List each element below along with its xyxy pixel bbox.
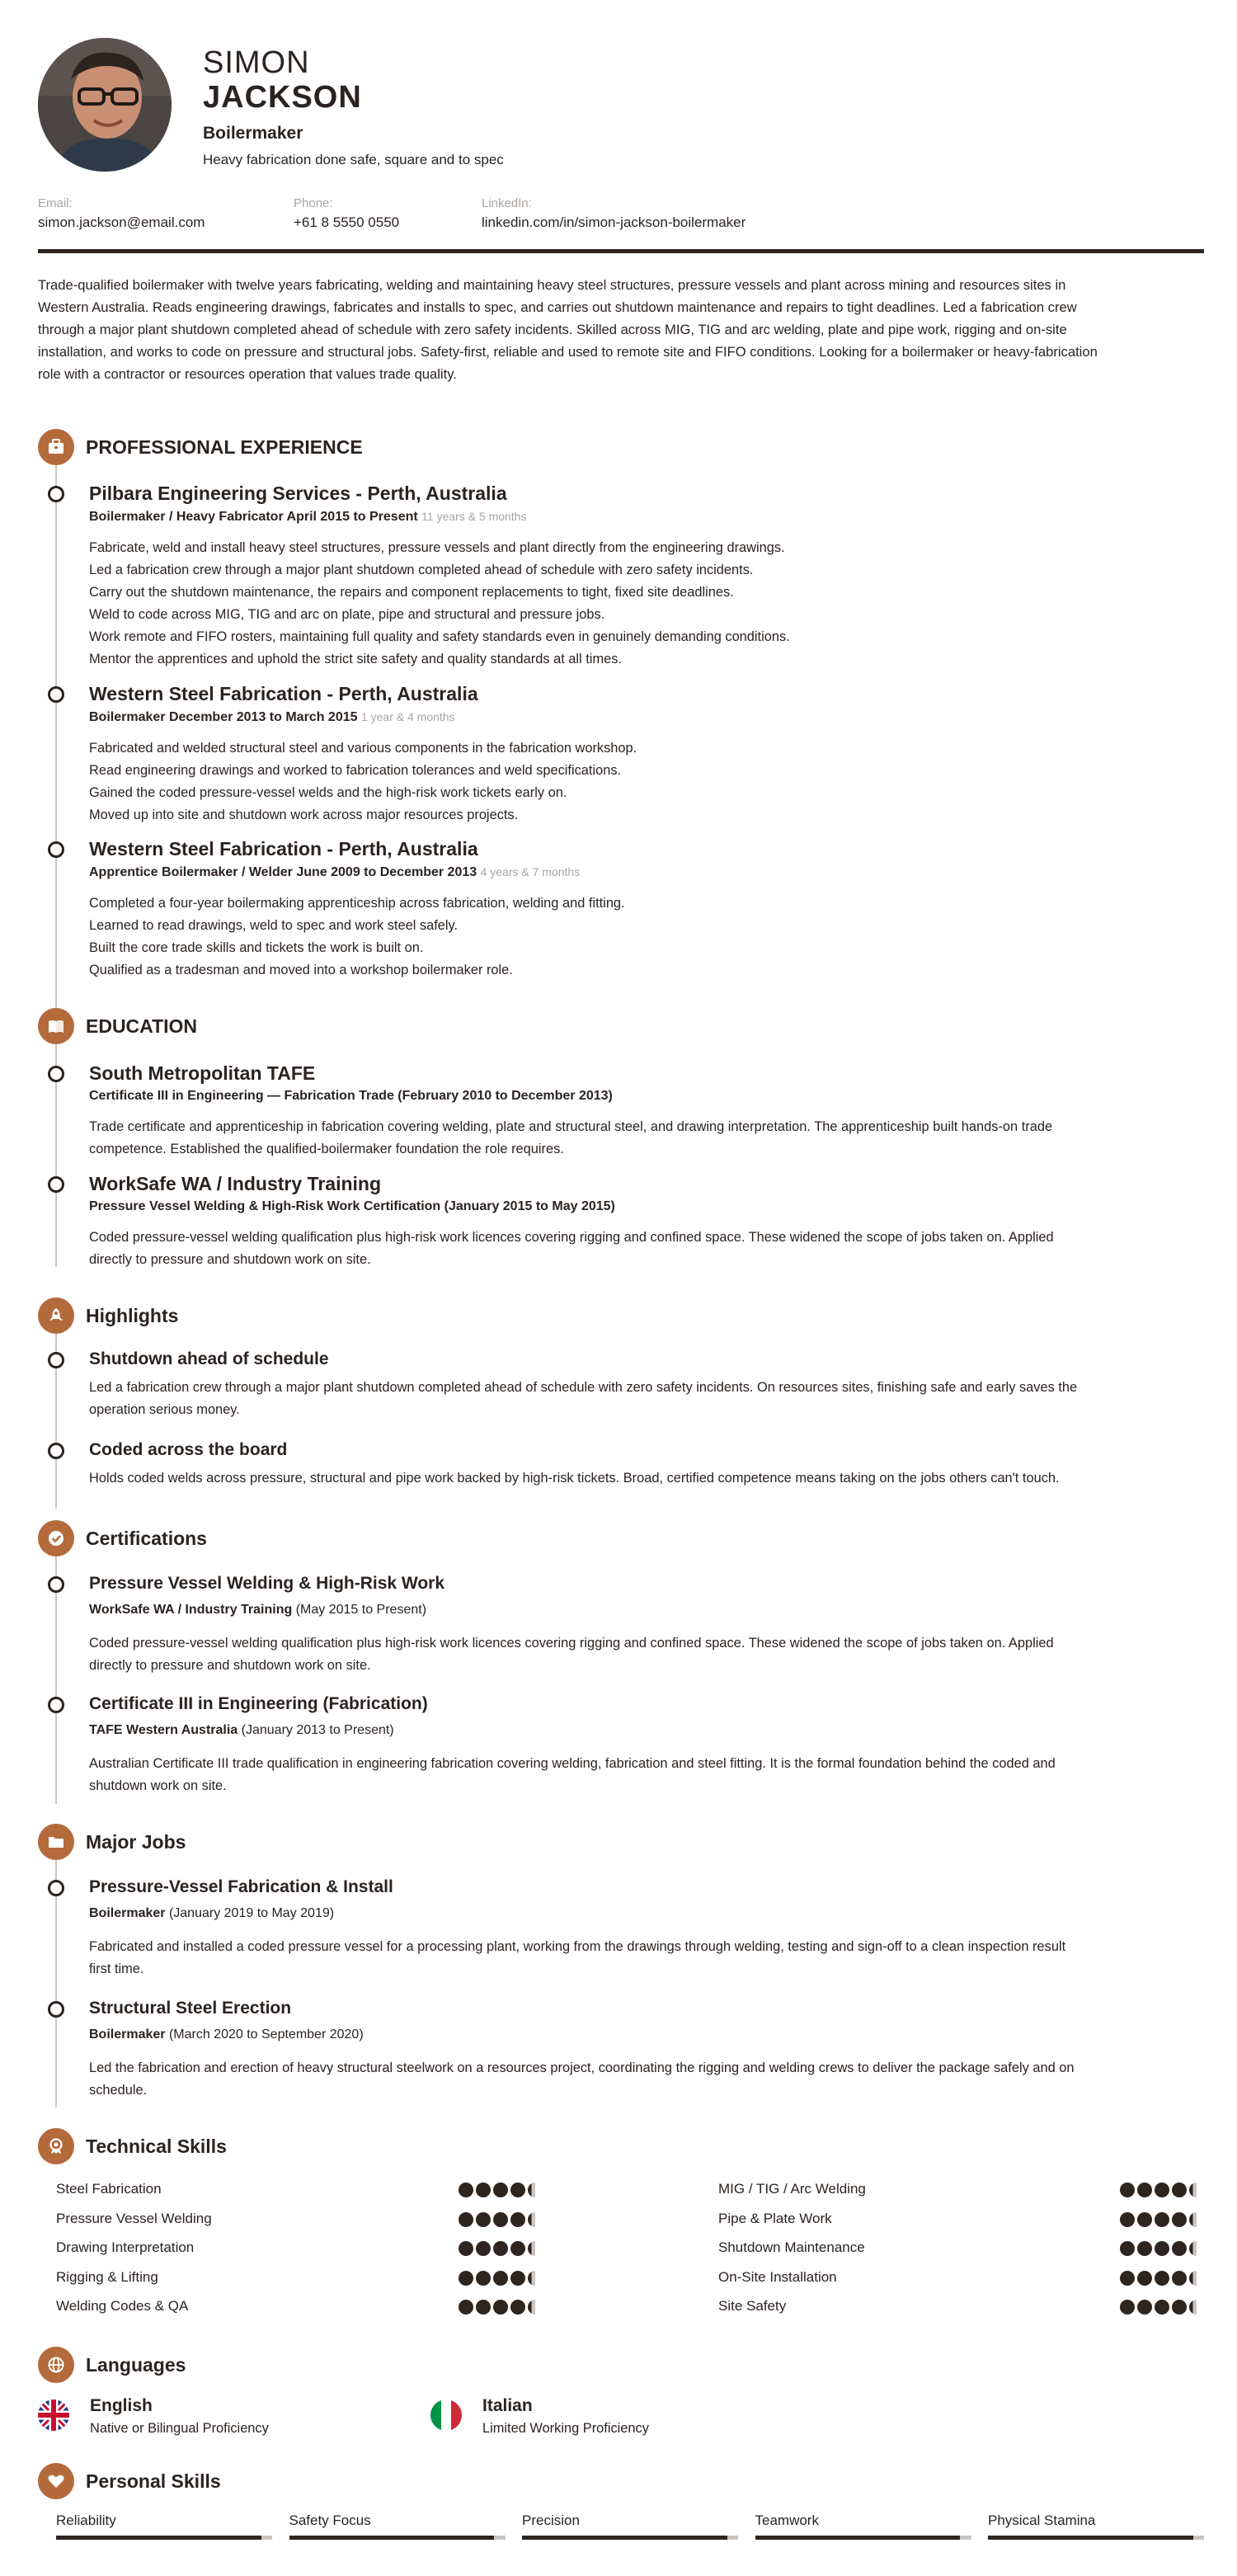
skill-name: Rigging & Lifting: [56, 2268, 158, 2285]
rating-dot: [528, 2271, 535, 2286]
job-dates: (March 2020 to September 2020): [168, 2027, 364, 2041]
rating-dot: [1137, 2271, 1152, 2286]
certification-title: Certificate III in Engineering (Fabrication): [89, 1694, 428, 1713]
personal-skill-name: Reliability: [56, 2512, 116, 2528]
role-name: Boilermaker: [89, 1906, 166, 1920]
rating-dot: [459, 2241, 473, 2256]
highlights-section: [38, 1297, 1204, 1486]
issuer-name: TAFE Western Australia: [89, 1723, 238, 1737]
role-dates-text: Apprentice Boilermaker / Welder June 2009 to December 2013: [89, 865, 477, 879]
personal-skill-name: Teamwork: [755, 2512, 819, 2528]
timeline-dot: [48, 1352, 64, 1368]
personal-skill-fill: [56, 2536, 261, 2540]
email-value[interactable]: simon.jackson@email.com: [38, 214, 205, 230]
job-title: Boilermaker: [203, 124, 303, 143]
header-divider: [38, 249, 1204, 253]
bullet: Read engineering drawings and worked to fabrication tolerances and weld specifications.: [89, 763, 622, 778]
bullet: Learned to read drawings, weld to spec and work steel safely.: [89, 918, 459, 933]
bullet: Fabricated and welded structural steel and various components in the fabrication workshop.: [89, 741, 637, 756]
email-contact: [38, 196, 205, 231]
bullet: Work remote and FIFO rosters, maintaining full quality and safety standards even in genuinely demanding conditions.: [89, 629, 790, 644]
certification-title: Pressure Vessel Welding & High-Risk Work: [89, 1574, 445, 1593]
entry-bullets: [89, 737, 1204, 826]
bullet: Carry out the shutdown maintenance, the repairs and component replacements to tight, fixed site deadlines.: [89, 585, 734, 600]
bullet: Moved up into site and shutdown work across major resources projects.: [89, 808, 519, 822]
first-name: SIMON: [203, 45, 310, 80]
contact-bar: [38, 196, 1204, 238]
description-line: operation serious money.: [89, 1402, 240, 1417]
description-line: directly to pressure and shutdown work on site.: [89, 1658, 371, 1673]
timeline-dot: [48, 1697, 64, 1713]
entry-bullets: [89, 892, 1204, 982]
timeline-dot: [48, 686, 64, 703]
role-dates: [89, 710, 455, 725]
company-name: Pilbara Engineering Services - Perth, Australia: [89, 483, 507, 504]
language-level: Native or Bilingual Proficiency: [90, 2421, 269, 2436]
timeline-dot: [48, 1066, 64, 1082]
bullet: Gained the coded pressure-vessel welds and the high-risk work tickets early on.: [89, 785, 567, 800]
description-line: Holds coded welds across pressure, structural and pipe work backed by high-risk tickets. Broad, certified competence means taking on the jobs others can't touch.: [89, 1471, 1060, 1486]
language-level: Limited Working Proficiency: [482, 2421, 649, 2436]
description-line: Coded pressure-vessel welding qualification plus high-risk work licences covering rigging and confined space. These widened the scope of jobs taken on. Applied: [89, 1636, 1054, 1651]
job-role: [89, 1906, 334, 1921]
rating-dot: [493, 2300, 508, 2315]
rating-dot: [528, 2183, 535, 2197]
job-title: Pressure-Vessel Fabrication & Install: [89, 1877, 393, 1896]
timeline-dot: [48, 1576, 64, 1593]
certification-issuer: [89, 1603, 426, 1618]
rating-dot: [510, 2271, 525, 2286]
description-line: competence. Established the qualified-boilermaker foundation the role requires.: [89, 1142, 564, 1156]
role-name: Boilermaker: [89, 2027, 166, 2041]
skill-name: Shutdown Maintenance: [718, 2239, 865, 2255]
description-line: Trade certificate and apprenticeship in fabrication covering welding, plate and structural steel, and drawing interpretation. The apprenticeship built hands-on trade: [89, 1119, 1053, 1134]
experience-section: [38, 429, 1204, 977]
personal-skill-bar: [56, 2536, 272, 2540]
bullet: Mentor the apprentices and uphold the strict site safety and quality standards at all times.: [89, 652, 622, 666]
certifications-heading: Certifications: [86, 1528, 207, 1549]
rating-dot: [1172, 2271, 1187, 2286]
rating-dot: [528, 2212, 535, 2227]
major-jobs-section: [38, 1824, 1204, 2098]
description-line: Led a fabrication crew through a major plant shutdown completed ahead of schedule with zero safety incidents. On resources sites, finishing safe and early saves the: [89, 1380, 1078, 1395]
rating-dot: [476, 2241, 491, 2256]
certification-description: [89, 1632, 1204, 1677]
certification-issuer: [89, 1723, 394, 1738]
rating-dot: [476, 2183, 491, 2197]
briefcase-icon: [38, 429, 74, 465]
job-title: Structural Steel Erection: [89, 1999, 292, 2018]
personal-skill: [522, 2512, 580, 2529]
bullet: Weld to code across MIG, TIG and arc on plate, pipe and structural and pressure jobs.: [89, 607, 605, 622]
rating-dot: [1172, 2212, 1187, 2227]
personal-skill-fill: [522, 2536, 727, 2540]
linkedin-contact: [482, 196, 745, 231]
duration: 4 years & 7 months: [480, 865, 581, 878]
profile-photo: [38, 38, 172, 172]
description-line: schedule.: [89, 2083, 148, 2098]
resume-page: [38, 0, 1204, 2528]
role-dates: [89, 865, 580, 880]
rating-dot: [510, 2183, 525, 2197]
certification-dates: (May 2015 to Present): [295, 1603, 427, 1617]
job-description: [89, 2057, 1204, 2102]
languages-section: [38, 2347, 1204, 2436]
skill-name: MIG / TIG / Arc Welding: [718, 2181, 866, 2197]
language-name: Italian: [482, 2396, 533, 2415]
rating-dot: [1172, 2300, 1187, 2315]
skill-name: On-Site Installation: [718, 2268, 837, 2285]
timeline-dot: [48, 1443, 64, 1459]
company-name: Western Steel Fabrication - Perth, Australia: [89, 683, 478, 704]
timeline-dot: [48, 1176, 64, 1193]
rating-dot: [510, 2212, 525, 2227]
rating-dot: [528, 2241, 535, 2256]
entry-description: [89, 1227, 1204, 1271]
experience-heading: PROFESSIONAL EXPERIENCE: [86, 436, 363, 458]
rating-dot: [1137, 2183, 1152, 2197]
summary-line: through a major plant shutdown completed ahead of schedule with zero safety incidents. Skilled across MIG, TIG and arc welding, plate and pipe work, rigging and on-site: [38, 322, 1067, 337]
company-name: Western Steel Fabrication - Perth, Australia: [89, 838, 478, 859]
globe-icon: [38, 2347, 74, 2383]
timeline-dot: [48, 486, 64, 502]
heart-icon: [38, 2463, 74, 2499]
rating-dot: [528, 2300, 535, 2315]
school-name: South Metropolitan TAFE: [89, 1062, 316, 1084]
degree: Certificate III in Engineering — Fabrication Trade (February 2010 to December 2013): [89, 1089, 613, 1103]
rating-dot: [1172, 2241, 1187, 2256]
tagline: Heavy fabrication done safe, square and to spec: [203, 152, 504, 167]
italy-flag-icon: [430, 2399, 462, 2431]
skill-name: Drawing Interpretation: [56, 2239, 195, 2255]
description-line: directly to pressure and shutdown work on site.: [89, 1252, 371, 1267]
timeline-dot: [48, 841, 64, 858]
education-section: [38, 1008, 1204, 1267]
phone-label: Phone:: [294, 196, 333, 210]
bullet: Qualified as a tradesman and moved into a workshop boilermaker role.: [89, 963, 513, 977]
timeline-line: [55, 1860, 57, 2107]
badge-check-icon: [38, 1520, 74, 1556]
rating-dot: [493, 2183, 508, 2197]
highlight-description: [89, 1377, 1204, 1421]
bullet: Completed a four-year boilermaking apprenticeship across fabrication, welding and fitting.: [89, 896, 625, 911]
bullet: Built the core trade skills and tickets the work is built on.: [89, 940, 424, 955]
certification-dates: (January 2013 to Present): [241, 1723, 394, 1737]
entry-description: [89, 1116, 1204, 1161]
personal-skill-bar: [755, 2536, 971, 2540]
summary-line: installation, and works to code on pressure and structural jobs. Safety-first, reliable and used to remote site and FIFO conditions. Looking for a boilermaker or heavy-fabrication: [38, 344, 1098, 360]
timeline-line: [55, 1556, 57, 1804]
highlight-title: Shutdown ahead of schedule: [89, 1349, 329, 1368]
duration: 11 years & 5 months: [421, 510, 527, 523]
rating-dot: [1189, 2241, 1197, 2256]
rating-dot: [1120, 2241, 1135, 2256]
role-dates: [89, 510, 527, 525]
rating-dot: [1120, 2212, 1135, 2227]
description-line: first time.: [89, 1961, 144, 1976]
major-jobs-heading: Major Jobs: [86, 1831, 186, 1853]
language-name: English: [90, 2396, 153, 2415]
personal-skill: [988, 2512, 1095, 2529]
personal-skills-section: [38, 2463, 1204, 2554]
job-description: [89, 1936, 1204, 1980]
personal-skill-fill: [755, 2536, 961, 2540]
linkedin-label: LinkedIn:: [482, 196, 532, 210]
school-name: WorkSafe WA / Industry Training: [89, 1173, 381, 1194]
rating-dot: [493, 2212, 508, 2227]
rating-dot: [493, 2241, 508, 2256]
timeline-line: [55, 465, 57, 1026]
phone-contact: [294, 196, 399, 231]
email-label: Email:: [38, 196, 73, 210]
summary-line: role with a contractor or resources operation that values trade quality.: [38, 366, 457, 382]
personal-skill-name: Precision: [522, 2512, 580, 2528]
job-dates: (January 2019 to May 2019): [168, 1906, 335, 1920]
description-line: Led the fabrication and erection of heavy structural steelwork on a resources project, coordinating the rigging and welding crews to deliver the package safely and on: [89, 2060, 1075, 2075]
rating-dot: [1120, 2300, 1135, 2315]
rating-dot: [1189, 2271, 1197, 2286]
personal-skills-heading: Personal Skills: [86, 2470, 221, 2492]
personal-skill: [289, 2512, 371, 2529]
award-icon: [38, 2128, 74, 2164]
technical-skills-section: [38, 2128, 1204, 2326]
bullet: Led a fabrication crew through a major plant shutdown completed ahead of schedule with zero safety incidents.: [89, 563, 754, 577]
skill-name: Site Safety: [718, 2298, 787, 2314]
rating-dot: [1172, 2183, 1187, 2197]
role-dates-text: Boilermaker / Heavy Fabricator April 2015 to Present: [89, 510, 418, 524]
certification-description: [89, 1753, 1204, 1797]
highlights-heading: Highlights: [86, 1305, 179, 1326]
personal-skill-fill: [988, 2536, 1193, 2540]
rating-dot: [1155, 2300, 1169, 2315]
rating-dot: [1120, 2183, 1135, 2197]
last-name: JACKSON: [203, 80, 362, 115]
rating-dot: [1189, 2183, 1197, 2197]
uk-flag-icon: [38, 2399, 69, 2431]
rating-dot: [1155, 2183, 1169, 2197]
rating-dot: [1189, 2300, 1197, 2315]
bullet: Fabricate, weld and install heavy steel structures, pressure vessels and plant directly from the engineering drawings.: [89, 540, 785, 555]
timeline-dot: [48, 1880, 64, 1896]
personal-skill: [755, 2512, 819, 2529]
skill-name: Steel Fabrication: [56, 2181, 162, 2197]
role-dates-text: Boilermaker December 2013 to March 2015: [89, 710, 358, 724]
rating-dot: [459, 2271, 473, 2286]
summary-line: Trade-qualified boilermaker with twelve years fabricating, welding and maintaining heavy steel structures, pressure vessels and plant across mining and resources sites in: [38, 277, 1066, 293]
timeline-dot: [48, 2001, 64, 2018]
personal-skill: [56, 2512, 116, 2529]
highlight-title: Coded across the board: [89, 1440, 288, 1459]
rating-dot: [459, 2300, 473, 2315]
entry-bullets: [89, 537, 1204, 671]
skill-name: Pipe & Plate Work: [718, 2210, 832, 2226]
rocket-icon: [38, 1297, 74, 1334]
rating-dot: [510, 2241, 525, 2256]
book-icon: [38, 1008, 74, 1044]
rating-dot: [1137, 2212, 1152, 2227]
folder-icon: [38, 1824, 74, 1860]
name-block: [203, 46, 504, 168]
description-line: Fabricated and installed a coded pressure vessel for a processing plant, working from the drawings through welding, testing and sign-off to a clean inspection result: [89, 1939, 1066, 1954]
duration: 1 year & 4 months: [360, 710, 455, 723]
rating-dot: [1155, 2241, 1169, 2256]
description-line: Coded pressure-vessel welding qualification plus high-risk work licences covering rigging and confined space. These widened the scope of jobs taken on. Applied: [89, 1230, 1054, 1245]
highlight-description: [89, 1467, 1204, 1490]
rating-dot: [510, 2300, 525, 2315]
description-line: Australian Certificate III trade qualification in engineering fabrication covering welding, fabrication and steel fitting. It is the formal foundation behind the coded and: [89, 1756, 1056, 1771]
personal-skill-name: Physical Stamina: [988, 2512, 1096, 2528]
rating-dot: [459, 2183, 473, 2197]
education-heading: EDUCATION: [86, 1015, 198, 1037]
issuer-name: WorkSafe WA / Industry Training: [89, 1603, 293, 1617]
personal-skill-name: Safety Focus: [289, 2512, 371, 2528]
rating-dot: [459, 2212, 473, 2227]
technical-skills-heading: Technical Skills: [86, 2136, 227, 2157]
rating-dot: [493, 2271, 508, 2286]
resume-header: [38, 0, 1204, 190]
phone-value[interactable]: +61 8 5550 0550: [294, 214, 400, 230]
summary-line: Western Australia. Reads engineering drawings, fabricates and installs to spec, and carries out shutdown maintenance and repairs to tight deadlines. Led a fabrication crew: [38, 299, 1077, 315]
summary: [38, 274, 1204, 385]
languages-heading: Languages: [86, 2354, 186, 2376]
rating-dot: [1137, 2241, 1152, 2256]
personal-skill-bar: [522, 2536, 738, 2540]
rating-dot: [1120, 2271, 1135, 2286]
description-line: shutdown work on site.: [89, 1778, 227, 1793]
certifications-section: [38, 1520, 1204, 1793]
job-role: [89, 2027, 364, 2042]
rating-dot: [476, 2300, 491, 2315]
rating-dot: [476, 2271, 491, 2286]
linkedin-value[interactable]: linkedin.com/in/simon-jackson-boilermaker: [482, 214, 746, 230]
degree: Pressure Vessel Welding & High-Risk Work Certification (January 2015 to May 2015): [89, 1199, 615, 1213]
personal-skill-bar: [988, 2536, 1204, 2540]
rating-dot: [1155, 2271, 1169, 2286]
rating-dot: [1137, 2300, 1152, 2315]
skill-name: Welding Codes & QA: [56, 2298, 189, 2314]
rating-dot: [1155, 2212, 1169, 2227]
personal-skill-fill: [289, 2536, 495, 2540]
rating-dot: [476, 2212, 491, 2227]
skill-name: Pressure Vessel Welding: [56, 2210, 212, 2226]
rating-dot: [1189, 2212, 1197, 2227]
personal-skill-bar: [289, 2536, 506, 2540]
